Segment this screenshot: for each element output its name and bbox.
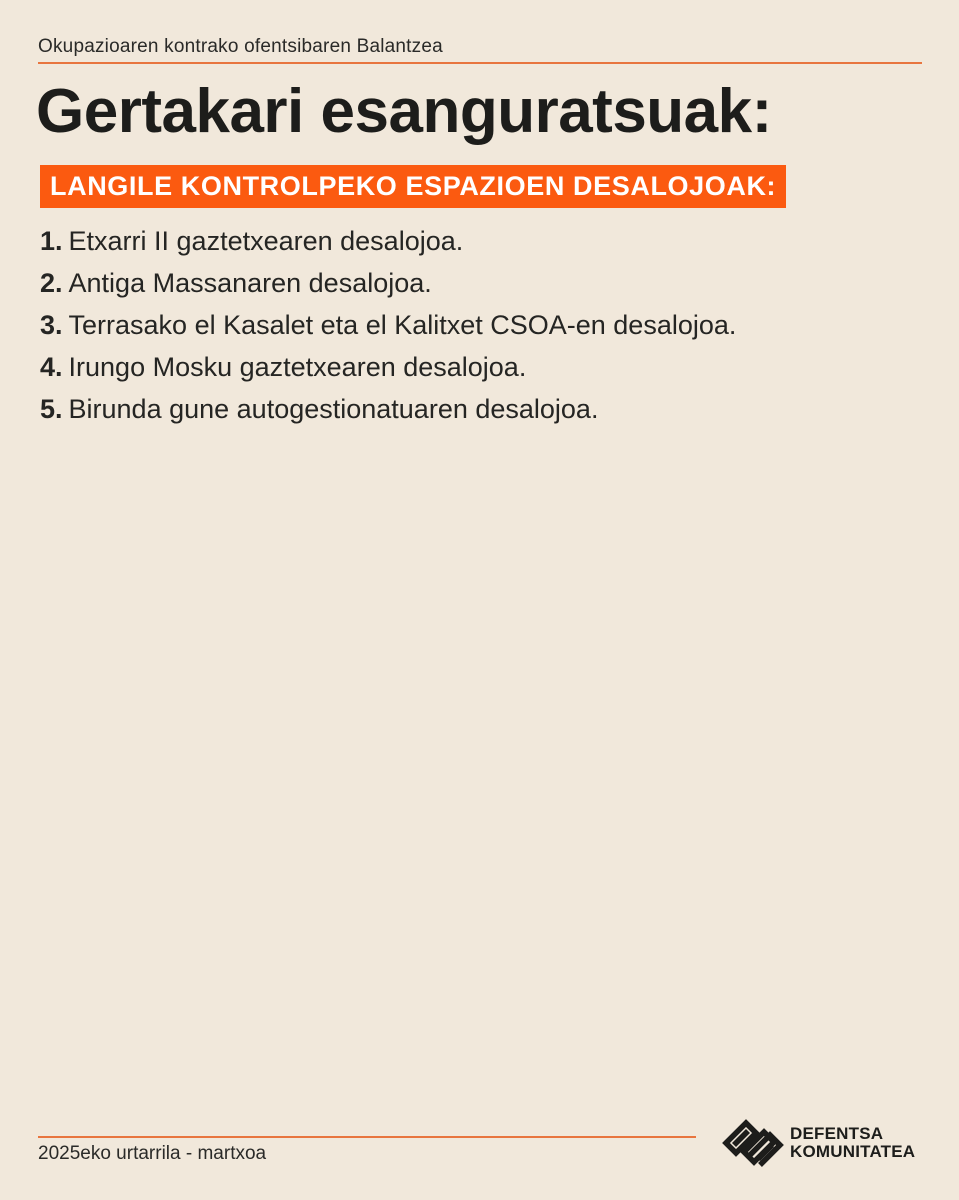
list-item-text: Etxarri II gaztetxearen desalojoa. (68, 226, 464, 256)
logo-mark-icon (722, 1118, 784, 1168)
top-divider (38, 62, 922, 64)
list-item-text: Birunda gune autogestionatuaren desalojoa. (68, 394, 599, 424)
list-item-text: Antiga Massanaren desalojoa. (68, 268, 432, 298)
list-item-number: 4. (40, 352, 63, 382)
list-item-number: 2. (40, 268, 63, 298)
logo-line-1: DEFENTSA (790, 1124, 884, 1143)
list-item-number: 3. (40, 310, 63, 340)
section-heading-badge: LANGILE KONTROLPEKO ESPAZIOEN DESALOJOAK: (40, 165, 786, 208)
list-item (40, 388, 736, 430)
list-item-number: 5. (40, 394, 63, 424)
page-title: Gertakari esanguratsuak: (36, 77, 772, 146)
footer-date: 2025eko urtarrila - martxoa (38, 1143, 267, 1164)
list-item (40, 262, 736, 304)
list-item (40, 220, 736, 262)
logo-line-2: KOMUNITATEA (790, 1142, 916, 1161)
logo-wordmark (790, 1125, 915, 1161)
event-list (40, 220, 736, 430)
bottom-divider (38, 1136, 696, 1138)
list-item (40, 304, 736, 346)
list-item (40, 346, 736, 388)
brand-logo (722, 1114, 927, 1172)
list-item-number: 1. (40, 226, 63, 256)
list-item-text: Terrasako el Kasalet eta el Kalitxet CSOA-en desalojoa. (68, 310, 737, 340)
list-item-text: Irungo Mosku gaztetxearen desalojoa. (68, 352, 527, 382)
header-subtitle: Okupazioaren kontrako ofentsibaren Balantzea (38, 36, 443, 57)
